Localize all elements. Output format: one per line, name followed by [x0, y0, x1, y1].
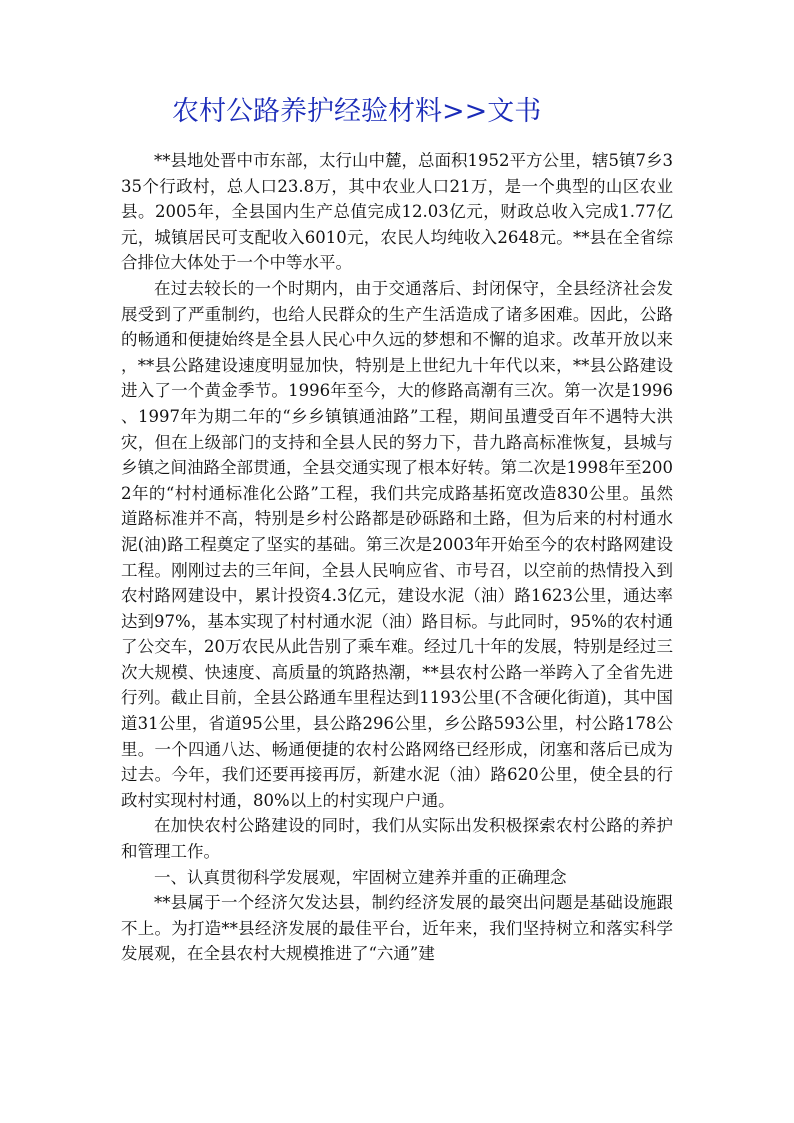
paragraph-county-overview: **县地处晋中市东部，太行山中麓，总面积1952平方公里，辖5镇7乡335个行政村，总人口23.8万，其中农业人口21万，是一个典型的山区农业县。2005年，全县国内生产总值完成12.03亿元，财政总收入完成1.77亿元，城镇居民可支配收入6010元，农民人均纯收入2648元。**县在全省综合排位大体处于一个中等水平。: [121, 151, 673, 273]
paragraph-section-1: **县属于一个经济欠发达县，制约经济发展的最突出问题是基础设施跟不上。为打造**县经济发展的最佳平台，近年来，我们坚持树立和落实科学发展观，在全县农村大规模推进了“六通”建: [121, 893, 673, 964]
document-title: 农村公路养护经验材料>>文书: [172, 96, 542, 127]
paragraph-maintenance-intro: 在加快农村公路建设的同时，我们从实际出发积极探索农村公路的养护和管理工作。: [121, 816, 673, 862]
paragraph-road-history: 在过去较长的一个时期内，由于交通落后、封闭保守，全县经济社会发展受到了严重制约，也给人民群众的生产生活造成了诸多困难。因此，公路的畅通和便捷始终是全县人民心中久远的梦想和不懈的追求。改革开放以来，**县公路建设速度明显加快，特别是上世纪九十年代以来，**县公路建设进入了一个黄金季节。1996年至今，大的修路高潮有三次。第一次是1996、1997年为期二年的“乡乡镇镇通油路”工程，期间虽遭受百年不遇特大洪灾，但在上级部门的支持和全县人民的努力下，昔九路高标准恢复，县城与乡镇之间油路全部贯通，全县交通实现了根本好转。第二次是1998年至2002年的“村村通标准化公路”工程，我们共完成路基拓宽改造830公里。虽然道路标准并不高，特别是乡村公路都是砂砾路和土路，但为后来的村村通水泥(油)路工程奠定了坚实的基础。第三次是2003年开始至今的农村路网建设工程。刚刚过去的三年间，全县人民响应省、市号召，以空前的热情投入到农村路网建设中，累计投资4.3亿元，建设水泥（油）路1623公里，通达率达到97%，基本实现了村村通水泥（油）路目标。与此同时，95%的农村通了公交车，20万农民从此告别了乘车难。经过几十年的发展，特别是经过三次大规模、快速度、高质量的筑路热潮，**县农村公路一举跨入了全省先进行列。截止目前，全县公路通车里程达到1193公里(不含硬化街道)，其中国道31公里，省道95公里，县公路296公里，乡公路593公里，村公路178公里。一个四通八达、畅通便捷的农村公路网络已经形成，闭塞和落后已成为过去。今年，我们还要再接再厉，新建水泥（油）路620公里，使全县的行政村实现村村通，80%以上的村实现户户通。: [121, 278, 673, 810]
document-body: [121, 148, 673, 967]
section-heading-1: 一、认真贯彻科学发展观，牢固树立建养并重的正确理念: [154, 867, 567, 887]
